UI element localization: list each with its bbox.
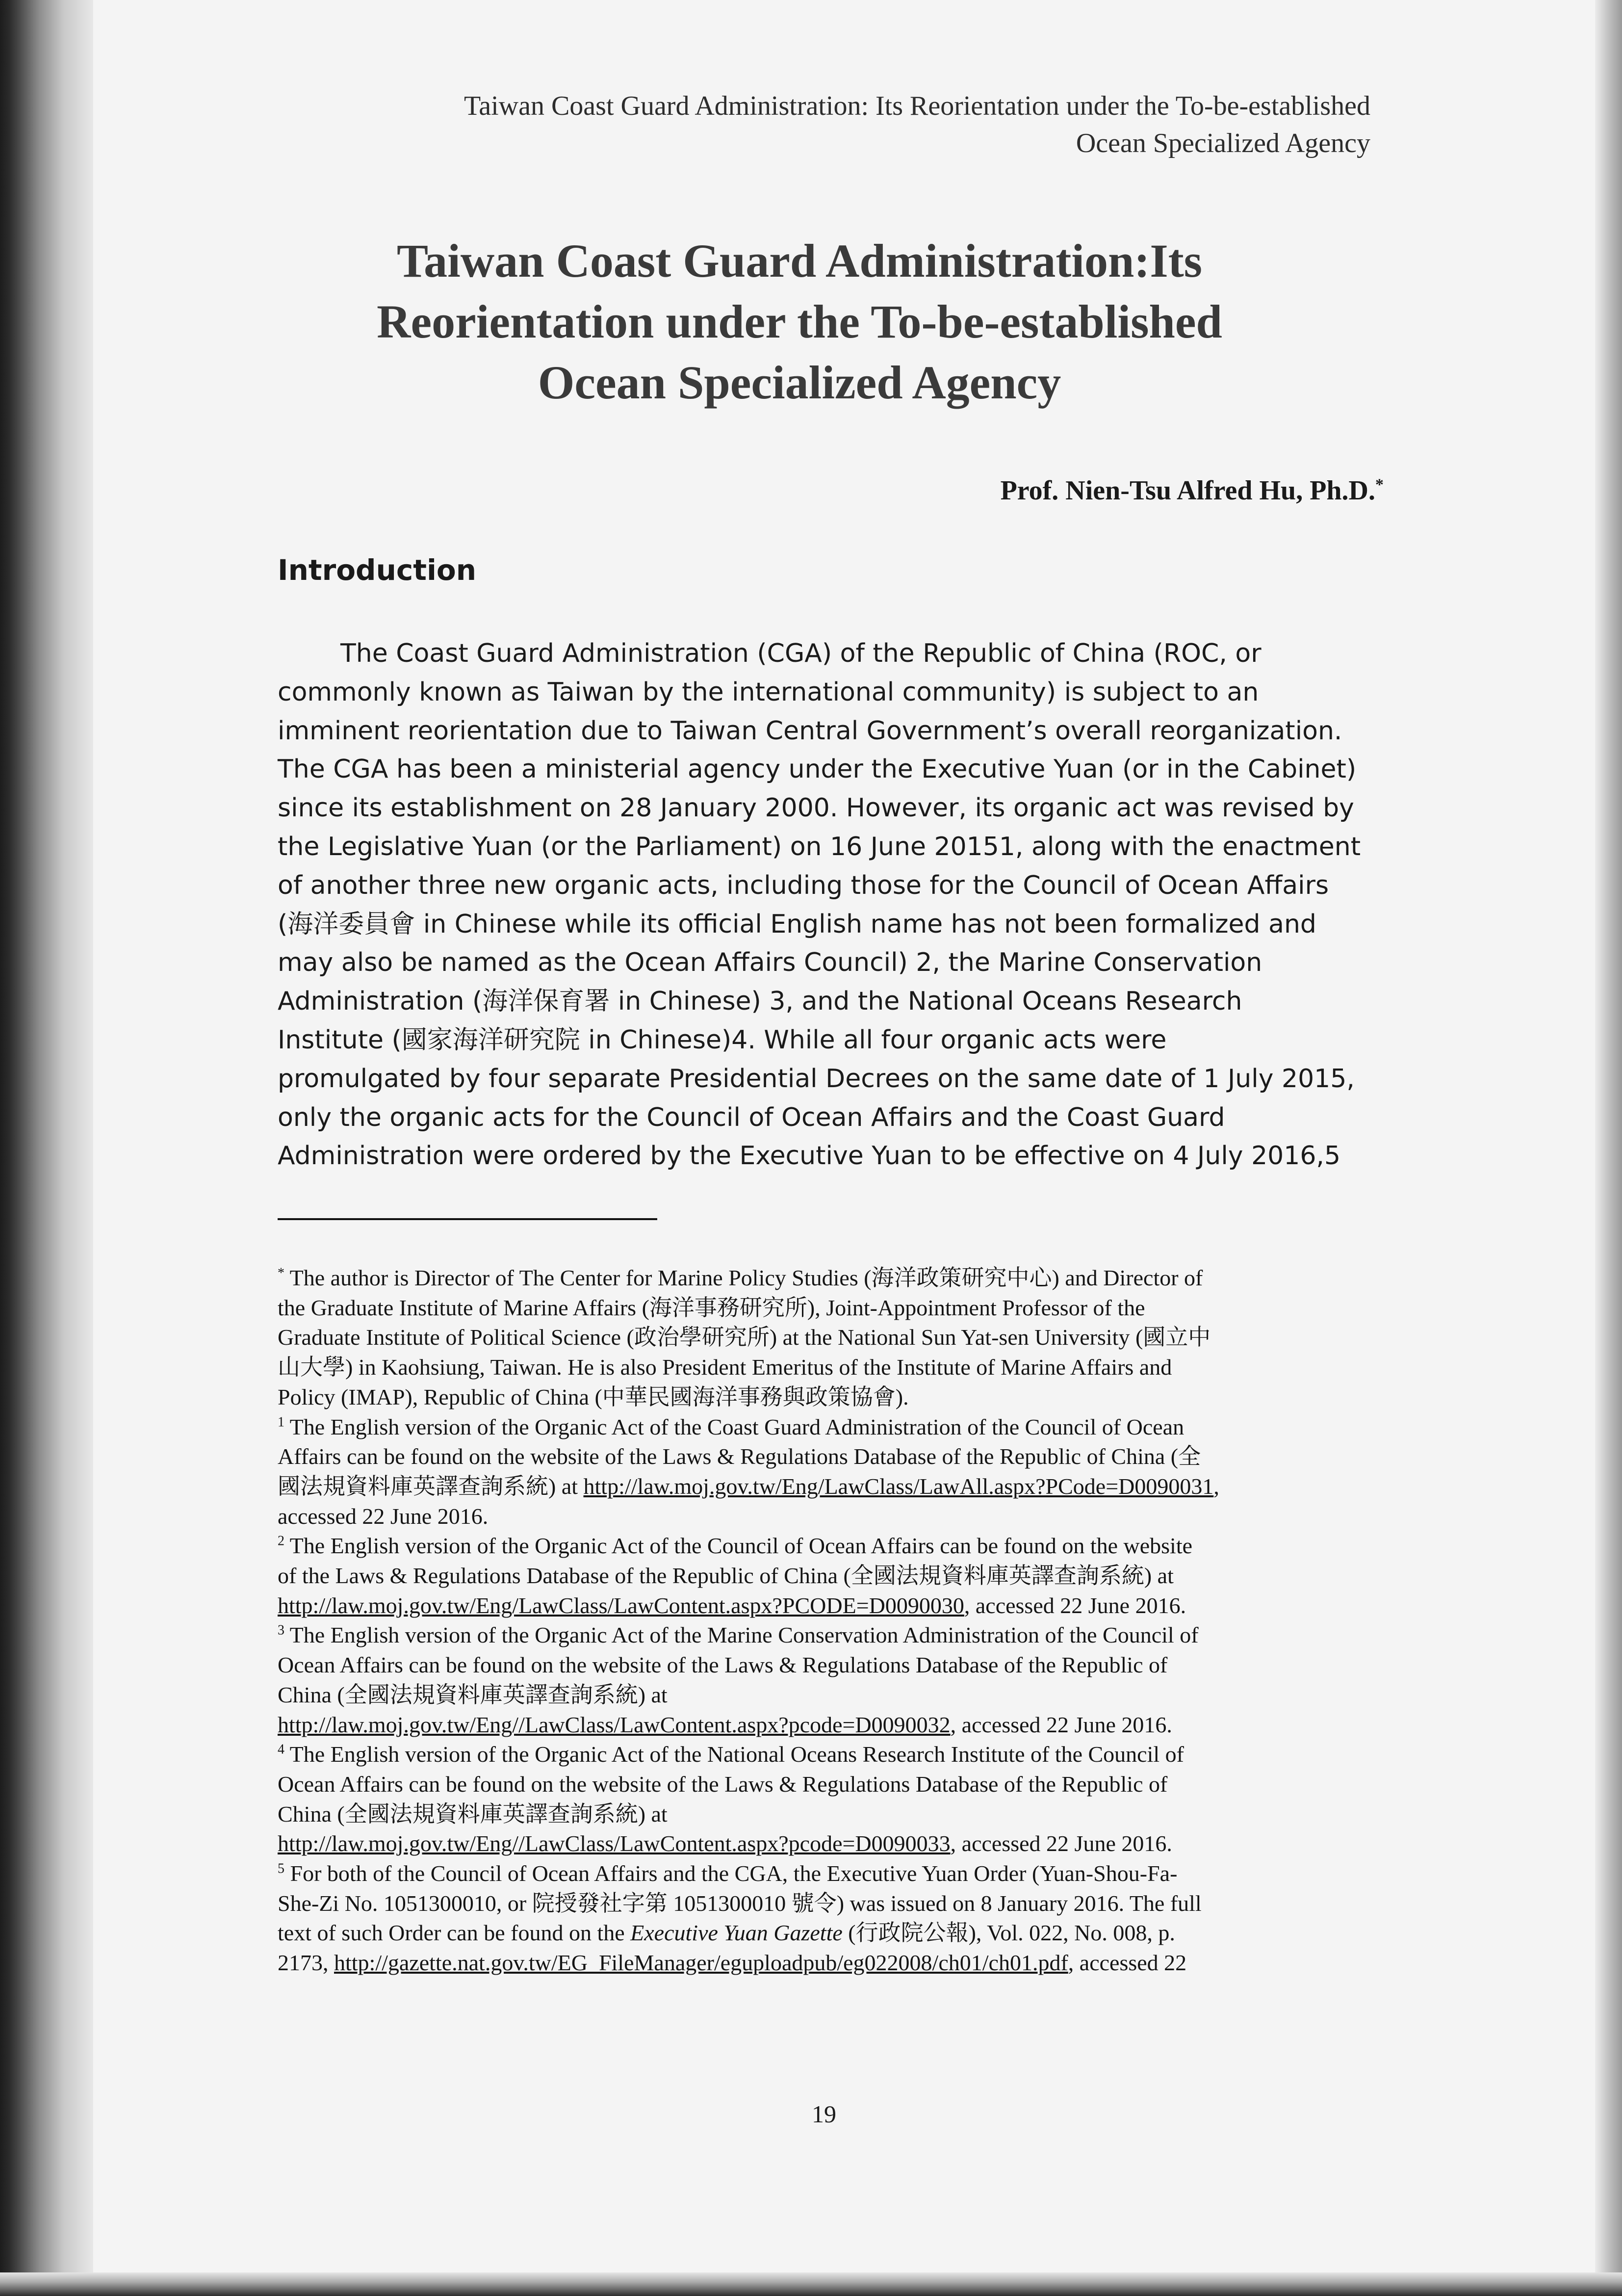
- section-heading: Introduction: [278, 553, 476, 587]
- footnote-line: the Graduate Institute of Marine Affairs (海洋事務研究所), Joint-Appointment Professor of the: [278, 1295, 1145, 1320]
- footnote-link[interactable]: http://law.moj.gov.tw/Eng/LawClass/LawAll.aspx?PCode=D0090031: [583, 1473, 1214, 1499]
- title-line-3: Ocean Specialized Agency: [538, 356, 1061, 409]
- footnote-4: [278, 1740, 1406, 1770]
- body-line: only the organic acts for the Council of Ocean Affairs and the Coast Guard: [278, 1102, 1225, 1132]
- body-line: commonly known as Taiwan by the international community) is subject to an: [278, 677, 1259, 707]
- footnote-line: Affairs can be found on the website of the Laws & Regulations Database of the Republic of China (全: [278, 1444, 1201, 1469]
- footnote-line: China (全國法規資料庫英譯查詢系統) at: [278, 1682, 668, 1707]
- gazette-title: Executive Yuan Gazette: [630, 1920, 843, 1946]
- body-line: (海洋委員會 in Chinese while its official English name has not been formalized and: [278, 909, 1316, 939]
- footnote-text: (行政院公報), Vol. 022, No. 008, p.: [842, 1920, 1175, 1946]
- running-header-line-2: Ocean Specialized Agency: [1076, 128, 1370, 158]
- body-line: Administration (海洋保育署 in Chinese) 3, and the National Oceans Research: [278, 987, 1242, 1017]
- footnote-text: ,: [1213, 1473, 1219, 1499]
- body-line: of another three new organic acts, including those for the Council of Ocean Affairs: [278, 870, 1329, 900]
- footnote-marker: 4: [278, 1742, 284, 1757]
- footnote-link[interactable]: http://law.moj.gov.tw/Eng//LawClass/LawContent.aspx?pcode=D0090032: [278, 1712, 951, 1737]
- author-footnote-marker: *: [1375, 475, 1384, 494]
- body-line: The CGA has been a ministerial agency under the Executive Yuan (or in the Cabinet): [278, 755, 1357, 784]
- footnote-3: [278, 1620, 1406, 1650]
- footnote-line: [278, 1918, 1406, 1948]
- footnotes: [278, 1263, 1406, 1978]
- footnote-link[interactable]: http://law.moj.gov.tw/Eng/LawClass/LawContent.aspx?PCODE=D0090030: [278, 1592, 964, 1618]
- footnote-text: The author is Director of The Center for Marine Policy Studies (海洋政策研究中心) and Director of: [284, 1265, 1203, 1290]
- footnote-line: China (全國法規資料庫英譯查詢系統) at: [278, 1801, 668, 1826]
- footnote-text: , accessed 22 June 2016.: [950, 1831, 1172, 1856]
- footnote-link[interactable]: http://law.moj.gov.tw/Eng//LawClass/LawContent.aspx?pcode=D0090033: [278, 1831, 951, 1856]
- footnote-text: The English version of the Organic Act of the National Oceans Research Institute of the Council of: [284, 1742, 1184, 1767]
- footnote-5: [278, 1859, 1406, 1889]
- footnote-line: Ocean Affairs can be found on the website of the Laws & Regulations Database of the Republic of: [278, 1771, 1168, 1797]
- body-line: imminent reorientation due to Taiwan Central Government’s overall reorganization.: [278, 716, 1342, 746]
- footnote-line: [278, 1472, 1406, 1502]
- footnote-line: Graduate Institute of Political Science (政治學研究所) at the National Sun Yat-sen University (國立中: [278, 1325, 1211, 1350]
- footnote-marker: 3: [278, 1623, 284, 1639]
- footnote-line: She-Zi No. 1051300010, or 院授發社字第 1051300010 號令) was issued on 8 January 2016. The full: [278, 1890, 1202, 1916]
- body-line: may also be named as the Ocean Affairs Council) 2, the Marine Conservation: [278, 948, 1262, 978]
- footnote-marker: 2: [278, 1534, 284, 1549]
- footnote-text: The English version of the Organic Act of the Marine Conservation Administration of the Council of: [284, 1622, 1199, 1648]
- footnote-line: 山大學) in Kaohsiung, Taiwan. He is also President Emeritus of the Institute of Marine Affairs and: [278, 1355, 1172, 1380]
- footnote-marker: 1: [278, 1414, 284, 1430]
- page-number: 19: [812, 2100, 836, 2128]
- footnote-1: [278, 1412, 1406, 1442]
- body-paragraph: [278, 634, 1406, 1175]
- footnote-line: Ocean Affairs can be found on the website of the Laws & Regulations Database of the Republic of: [278, 1652, 1168, 1678]
- footnote-line: of the Laws & Regulations Database of the Republic of China (全國法規資料庫英譯查詢系統) at: [278, 1563, 1174, 1589]
- running-header-line-1: Taiwan Coast Guard Administration: Its Reorientation under the To-be-established: [463, 91, 1370, 121]
- footnote-line: Policy (IMAP), Republic of China (中華民國海洋事務與政策協會).: [278, 1384, 909, 1409]
- footnote-text: The English version of the Organic Act of the Council of Ocean Affairs can be found on the website: [284, 1533, 1193, 1559]
- footnote-text: , accessed 22 June 2016.: [950, 1712, 1172, 1737]
- title-line-2: Reorientation under the To-be-established: [377, 295, 1222, 348]
- footnote-text: For both of the Council of Ocean Affairs and the CGA, the Executive Yuan Order (Yuan-Shou-Fa-: [284, 1861, 1178, 1886]
- body-line: since its establishment on 28 January 2000. However, its organic act was revised by: [278, 793, 1354, 823]
- footnote-separator: [278, 1218, 657, 1220]
- footnote-line: [278, 1948, 1406, 1978]
- footnote-text: , accessed 22: [1068, 1950, 1187, 1976]
- body-line: the Legislative Yuan (or the Parliament) on 16 June 20151, along with the enactment: [278, 832, 1361, 861]
- footnote-line: [278, 1591, 1406, 1621]
- body-line: Institute (國家海洋研究院 in Chinese)4. While all four organic acts were: [278, 1025, 1167, 1055]
- footnote-text: 2173,: [278, 1950, 334, 1976]
- footnote-text: 國法規資料庫英譯查詢系統) at: [278, 1473, 584, 1499]
- body-line: Administration were ordered by the Executive Yuan to be effective on 4 July 2016,5: [278, 1141, 1341, 1171]
- body-line: promulgated by four separate Presidential Decrees on the same date of 1 July 2015,: [278, 1064, 1355, 1094]
- footnote-line: [278, 1710, 1406, 1740]
- footnote-line: [278, 1829, 1406, 1859]
- footnote-text: , accessed 22 June 2016.: [964, 1592, 1186, 1618]
- footnote-link[interactable]: http://gazette.nat.gov.tw/EG_FileManager/eguploadpub/eg022008/ch01/ch01.pdf: [334, 1950, 1068, 1976]
- author-byline: [1001, 475, 1384, 506]
- footnote-author: [278, 1263, 1406, 1293]
- footnote-2: [278, 1531, 1406, 1561]
- body-line: The Coast Guard Administration (CGA) of the Republic of China (ROC, or: [340, 639, 1262, 668]
- author-name: Prof. Nien-Tsu Alfred Hu, Ph.D.: [1000, 475, 1375, 506]
- title-line-1: Taiwan Coast Guard Administration:Its: [396, 235, 1203, 287]
- footnote-marker: 5: [278, 1861, 284, 1877]
- footnote-text: The English version of the Organic Act of the Coast Guard Administration of the Council of Ocean: [284, 1414, 1184, 1439]
- article-title: [186, 231, 1413, 413]
- running-header: [242, 87, 1370, 162]
- footnote-marker: *: [278, 1265, 284, 1281]
- footnote-line: accessed 22 June 2016.: [278, 1503, 489, 1529]
- footnote-text: text of such Order can be found on the: [278, 1920, 631, 1946]
